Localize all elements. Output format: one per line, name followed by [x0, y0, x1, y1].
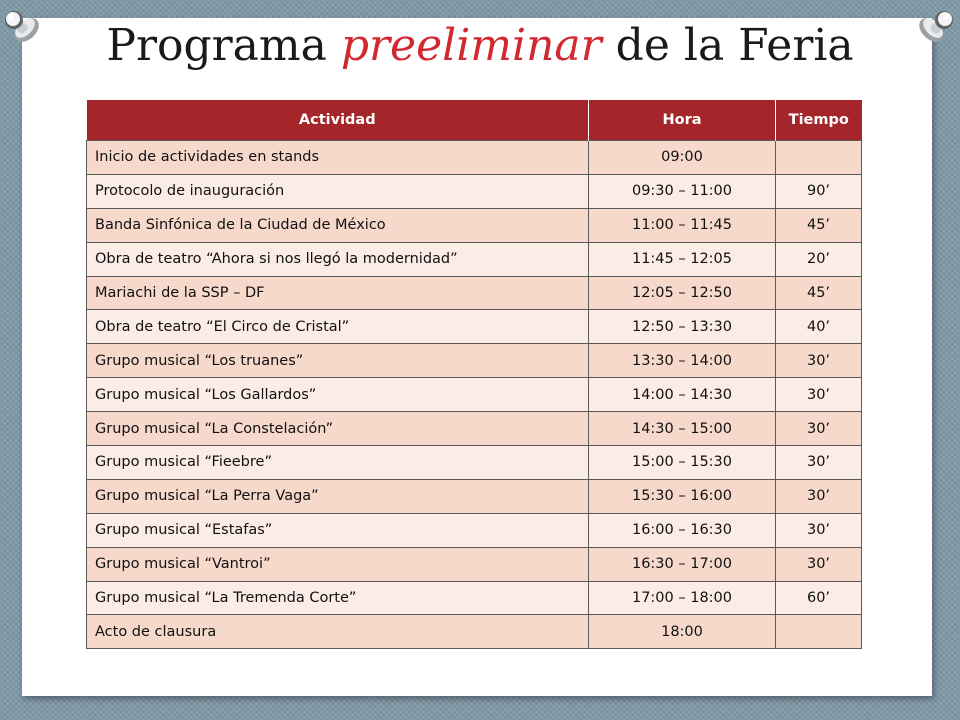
page-title: [0, 20, 960, 71]
table-row: [87, 615, 862, 649]
cell-actividad: Banda Sinfónica de la Ciudad de México: [87, 208, 589, 242]
table-row: [87, 446, 862, 480]
cell-hora: 15:00 – 15:30: [589, 446, 776, 480]
cell-hora: 16:30 – 17:00: [589, 547, 776, 581]
table-row: [87, 310, 862, 344]
cell-tiempo: 30’: [776, 378, 862, 412]
cell-hora: 18:00: [589, 615, 776, 649]
cell-tiempo: 30’: [776, 344, 862, 378]
cell-tiempo: 40’: [776, 310, 862, 344]
table-row: [87, 174, 862, 208]
cell-hora: 11:00 – 11:45: [589, 208, 776, 242]
cell-actividad: Protocolo de inauguración: [87, 174, 589, 208]
cell-tiempo: 45’: [776, 208, 862, 242]
table-body: [87, 141, 862, 649]
cell-tiempo: 30’: [776, 513, 862, 547]
table-row: [87, 412, 862, 446]
cell-hora: 09:00: [589, 141, 776, 175]
cell-actividad: Grupo musical “Fieebre”: [87, 446, 589, 480]
table-row: [87, 208, 862, 242]
table-row: [87, 378, 862, 412]
cell-actividad: Grupo musical “La Tremenda Corte”: [87, 581, 589, 615]
cell-actividad: Grupo musical “Los Gallardos”: [87, 378, 589, 412]
table-row: [87, 479, 862, 513]
table-row: [87, 276, 862, 310]
table-row: [87, 547, 862, 581]
cell-hora: 09:30 – 11:00: [589, 174, 776, 208]
header-hora: Hora: [589, 100, 776, 141]
title-accent: preeliminar: [340, 20, 602, 71]
cell-actividad: Grupo musical “La Constelación”: [87, 412, 589, 446]
cell-hora: 12:50 – 13:30: [589, 310, 776, 344]
cell-actividad: Grupo musical “Vantroi”: [87, 547, 589, 581]
cell-actividad: Inicio de actividades en stands: [87, 141, 589, 175]
cell-hora: 12:05 – 12:50: [589, 276, 776, 310]
cell-tiempo: 20’: [776, 242, 862, 276]
table-row: [87, 141, 862, 175]
cell-tiempo: 30’: [776, 479, 862, 513]
cell-actividad: Grupo musical “Estafas”: [87, 513, 589, 547]
table-row: [87, 344, 862, 378]
table-row: [87, 242, 862, 276]
cell-hora: 13:30 – 14:00: [589, 344, 776, 378]
header-tiempo: Tiempo: [776, 100, 862, 141]
table-row: [87, 513, 862, 547]
cell-actividad: Acto de clausura: [87, 615, 589, 649]
cell-tiempo: 90’: [776, 174, 862, 208]
cell-tiempo: 30’: [776, 446, 862, 480]
schedule-table: [86, 100, 862, 649]
title-part-2: de la Feria: [601, 20, 854, 71]
cell-actividad: Mariachi de la SSP – DF: [87, 276, 589, 310]
cell-hora: 16:00 – 16:30: [589, 513, 776, 547]
cell-hora: 15:30 – 16:00: [589, 479, 776, 513]
cell-tiempo: 60’: [776, 581, 862, 615]
cell-tiempo: [776, 615, 862, 649]
cell-hora: 14:30 – 15:00: [589, 412, 776, 446]
cell-actividad: Obra de teatro “El Circo de Cristal”: [87, 310, 589, 344]
cell-hora: 11:45 – 12:05: [589, 242, 776, 276]
header-actividad: Actividad: [87, 100, 589, 141]
cell-hora: 14:00 – 14:30: [589, 378, 776, 412]
cell-hora: 17:00 – 18:00: [589, 581, 776, 615]
cell-tiempo: 30’: [776, 412, 862, 446]
title-part-1: Programa: [106, 20, 341, 71]
cell-tiempo: 30’: [776, 547, 862, 581]
cell-actividad: Grupo musical “La Perra Vaga”: [87, 479, 589, 513]
cell-tiempo: 45’: [776, 276, 862, 310]
table-row: [87, 581, 862, 615]
cell-actividad: Grupo musical “Los truanes”: [87, 344, 589, 378]
cell-actividad: Obra de teatro “Ahora si nos llegó la modernidad”: [87, 242, 589, 276]
cell-tiempo: [776, 141, 862, 175]
table-header-row: [87, 100, 862, 141]
